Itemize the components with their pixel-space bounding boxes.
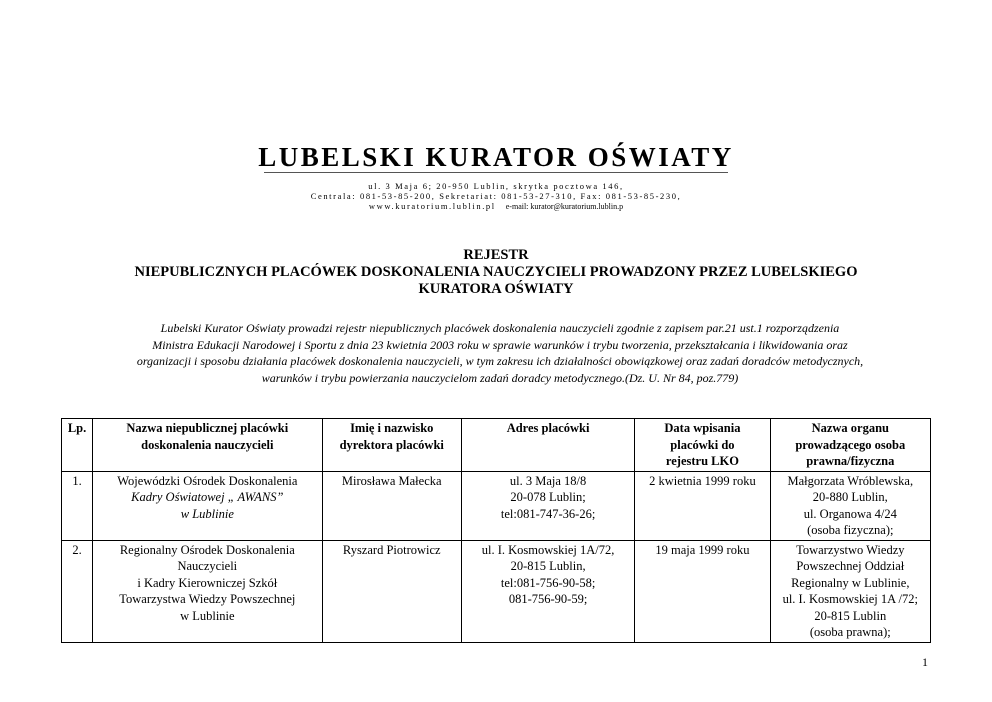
intro-line: organizacji i sposobu działania placówek doskonalenia nauczycieli, w tym zakresu ich działalności obowiązkowej oraz zadań doradców metodycznych, xyxy=(136,354,864,368)
cell-director: Ryszard Piotrowicz xyxy=(322,540,461,642)
register-subtitle: NIEPUBLICZNYCH PLACÓWEK DOSKONALENIA NAUCZYCIELI PROWADZONY PRZEZ LUBELSKIEGO xyxy=(134,264,858,280)
table-header-row xyxy=(62,419,931,472)
table-row xyxy=(62,540,931,642)
header-director: Imię i nazwisko dyrektora placówki xyxy=(322,419,461,472)
header-title: LUBELSKI KURATOR OŚWIATY xyxy=(258,142,734,172)
contact-phones: Centrala: 081-53-85-200, Sekretariat: 081-53-27-310, Fax: 081-53-85-230, xyxy=(310,191,682,201)
intro-line: Ministra Edukacji Narodowej i Sportu z dnia 23 kwietnia 2003 roku w sprawie warunków i trybu tworzenia, przekształcania i likwidowania oraz xyxy=(152,337,848,352)
header-facility-name: Nazwa niepublicznej placówki doskonalenia nauczycieli xyxy=(93,419,323,472)
website-link[interactable]: www.kuratorium.lublin.pl xyxy=(368,201,496,211)
register-title: REJESTR xyxy=(463,247,529,263)
page-number: 1 xyxy=(922,655,928,669)
header-governing-body: Nazwa organu prowadzącego osoba prawna/fizyczna xyxy=(770,419,930,472)
header-address: Adres placówki xyxy=(461,419,634,472)
cell-address: ul. 3 Maja 18/8 20-078 Lublin; tel:081-747-36-26; xyxy=(461,471,634,540)
header-lp: Lp. xyxy=(62,419,93,472)
intro-line: warunków i trybu powierzania nauczycielom zadań doradcy metodycznego.(Dz. U. Nr 84, poz.779) xyxy=(261,370,739,385)
cell-director: Mirosława Małecka xyxy=(322,471,461,540)
cell-facility-name: Regionalny Ośrodek Doskonalenia Nauczycieli i Kadry Kierowniczej Szkół Towarzystwa Wiedzy Powszechnej w Lublinie xyxy=(93,540,323,642)
cell-registration-date: 2 kwietnia 1999 roku xyxy=(635,471,770,540)
cell-registration-date: 19 maja 1999 roku xyxy=(635,540,770,642)
intro-line: Lubelski Kurator Oświaty prowadzi rejestr niepublicznych placówek doskonalenia nauczycieli zgodnie z zapisem par.21 ust.1 rozporządzenia xyxy=(160,321,840,335)
contact-web xyxy=(0,201,992,212)
intro-paragraph xyxy=(60,320,940,386)
contact-address: ul. 3 Maja 6; 20-950 Lublin, skrytka pocztowa 146, xyxy=(368,181,624,191)
header-registration-date: Data wpisania placówki do rejestru LKO xyxy=(635,419,770,472)
cell-lp: 2. xyxy=(62,540,93,642)
register-subtitle-2: KURATORA OŚWIATY xyxy=(418,281,574,297)
cell-address: ul. I. Kosmowskiej 1A/72, 20-815 Lublin, tel:081-756-90-58; 081-756-90-59; xyxy=(461,540,634,642)
cell-governing-body: Towarzystwo Wiedzy Powszechnej Oddział Regionalny w Lublinie, ul. I. Kosmowskiej 1A /72; 20-815 Lublin (osoba prawna); xyxy=(770,540,930,642)
header-rule xyxy=(264,172,728,173)
cell-governing-body: Małgorzata Wróblewska, 20-880 Lublin, ul. Organowa 4/24 (osoba fizyczna); xyxy=(770,471,930,540)
cell-facility-name: Wojewódzki Ośrodek Doskonalenia Kadry Oświatowej „ AWANS” w Lublinie xyxy=(93,471,323,540)
cell-lp: 1. xyxy=(62,471,93,540)
register-table xyxy=(61,418,931,643)
table-row xyxy=(62,471,931,540)
email-link[interactable]: e-mail: kurator@kuratorium.lublin.p xyxy=(505,202,624,211)
